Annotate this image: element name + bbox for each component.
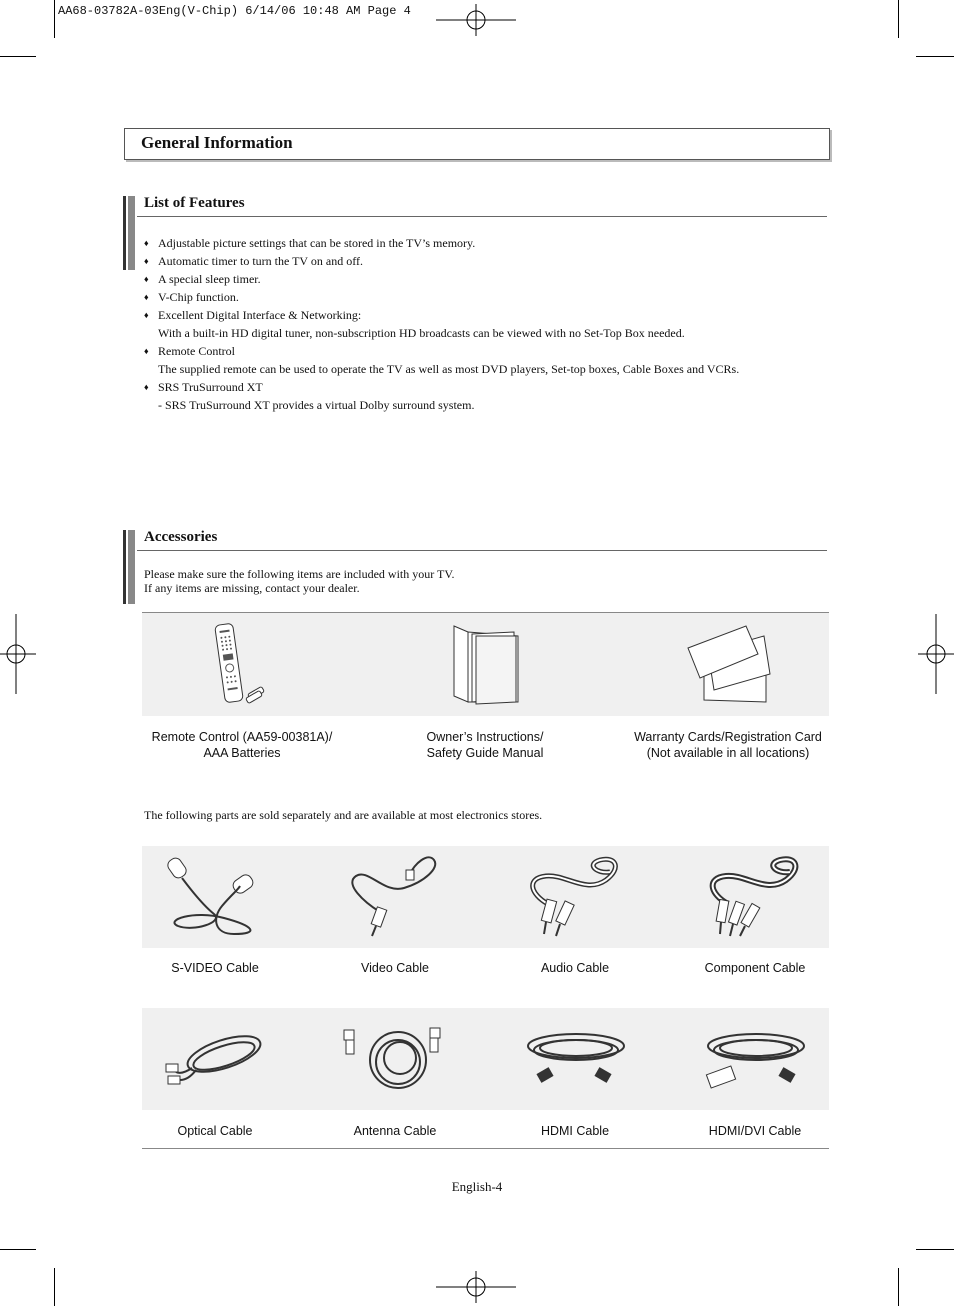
bullet-diamond-icon: ♦: [144, 292, 149, 302]
optical-cable-icon: [162, 1028, 268, 1092]
bullet-diamond-icon: ♦: [144, 274, 149, 284]
crop-mark: [54, 0, 55, 38]
video-cable-caption: Video Cable: [361, 961, 429, 975]
warranty-caption: Warranty Cards/Registration Card (Not available in all locations): [634, 730, 822, 760]
remote-control-icon: [214, 620, 270, 706]
manual-booklet-icon: [448, 622, 522, 706]
list-item: ♦ V-Chip function.: [144, 290, 239, 304]
component-cable-icon: [706, 854, 806, 938]
warranty-cards-icon: [684, 624, 774, 704]
bullet-diamond-icon: ♦: [144, 346, 149, 356]
page-title-box: [124, 128, 830, 160]
audio-cable-caption: Audio Cable: [540, 961, 610, 975]
svideo-cable-icon: [164, 854, 264, 938]
accessories-title: Accessories: [144, 529, 218, 545]
hdmi-dvi-cable-icon: [702, 1026, 808, 1092]
registration-mark-icon: [0, 614, 36, 694]
sold-separately-note: The following parts are sold separately and are available at most electronics stores.: [144, 808, 543, 822]
list-item: ♦ SRS TruSurround XT: [144, 380, 263, 394]
hdmi-cable-icon: [524, 1026, 628, 1092]
section-marker-bar: [123, 530, 135, 604]
list-item: ♦ Remote Control: [144, 344, 235, 358]
hdmi-cable-caption: HDMI Cable: [540, 1124, 610, 1138]
bullet-diamond-icon: ♦: [144, 310, 149, 320]
bullet-diamond-icon: ♦: [144, 238, 149, 248]
manual-caption: Owner’s Instructions/ Safety Guide Manual: [426, 730, 544, 760]
audio-cable-icon: [526, 854, 626, 938]
page-number: English-4: [451, 1179, 503, 1194]
features-title: List of Features: [144, 195, 245, 211]
crop-mark: [898, 1268, 899, 1306]
crop-mark: [0, 56, 36, 57]
accessories-intro: Please make sure the following items are included with your TV. If any items are missing, contact your dealer.: [144, 567, 455, 595]
page-title: General Information: [141, 133, 293, 152]
list-item-detail: The supplied remote can be used to operate the TV as well as most DVD players, Set-top boxes, Cable Boxes and VCRs.: [158, 362, 740, 376]
divider-line: [142, 1148, 829, 1149]
printer-slug: AA68-03782A-03Eng(V-Chip) 6/14/06 10:48 AM Page 4: [58, 4, 411, 18]
optical-cable-caption: Optical Cable: [177, 1124, 253, 1138]
registration-mark-icon: [436, 1271, 516, 1303]
list-item-detail: - SRS TruSurround XT provides a virtual Dolby surround system.: [158, 398, 475, 412]
bullet-diamond-icon: ♦: [144, 382, 149, 392]
component-cable-caption: Component Cable: [704, 961, 806, 975]
section-divider: [137, 216, 827, 217]
section-marker-bar: [123, 196, 135, 270]
registration-mark-icon: [436, 4, 516, 36]
registration-mark-icon: [918, 614, 954, 694]
crop-mark: [916, 1249, 954, 1250]
list-item: ♦ A special sleep timer.: [144, 272, 261, 286]
crop-mark: [54, 1268, 55, 1306]
antenna-cable-icon: [340, 1024, 450, 1094]
remote-control-caption: Remote Control (AA59-00381A)/ AAA Batteries: [151, 730, 333, 760]
hdmi-dvi-cable-caption: HDMI/DVI Cable: [708, 1124, 802, 1138]
list-item: ♦ Adjustable picture settings that can be stored in the TV’s memory.: [144, 236, 476, 250]
section-divider: [137, 550, 827, 551]
crop-mark: [898, 0, 899, 38]
antenna-cable-caption: Antenna Cable: [353, 1124, 437, 1138]
list-item: ♦ Automatic timer to turn the TV on and off.: [144, 254, 363, 268]
svideo-cable-caption: S-VIDEO Cable: [171, 961, 259, 975]
crop-mark: [0, 1249, 36, 1250]
bullet-diamond-icon: ♦: [144, 256, 149, 266]
list-item-detail: With a built-in HD digital tuner, non-subscription HD broadcasts can be viewed with no Set-Top Box needed.: [158, 326, 685, 340]
video-cable-icon: [344, 854, 444, 938]
list-item: ♦ Excellent Digital Interface & Networking:: [144, 308, 362, 322]
features-list: [144, 234, 739, 414]
crop-mark: [916, 56, 954, 57]
